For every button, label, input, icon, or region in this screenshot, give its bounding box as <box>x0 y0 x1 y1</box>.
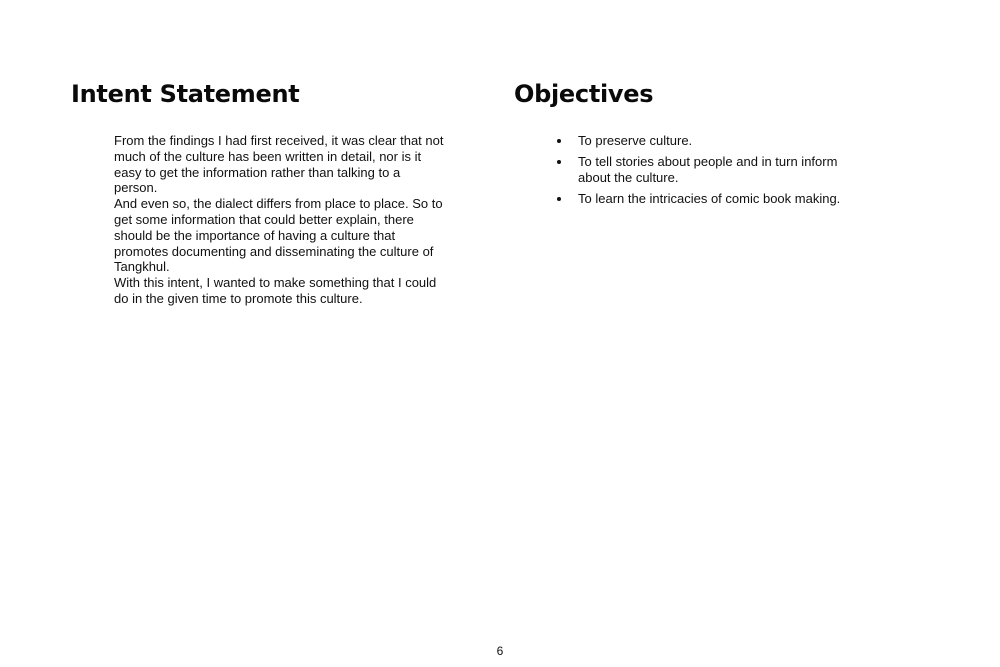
objectives-heading: Objectives <box>514 80 654 108</box>
intent-statement-heading: Intent Statement <box>71 80 300 108</box>
intent-statement-body <box>114 133 444 307</box>
intent-paragraph: And even so, the dialect differs from place to place. So to get some information that could better explain, there should be the importance of having a culture that promotes documenting and disseminating the culture of Tangkhul. <box>114 196 443 275</box>
objective-item <box>555 191 855 207</box>
objective-text: To preserve culture. <box>578 133 693 148</box>
bullet-icon <box>557 139 561 143</box>
intent-paragraph: From the findings I had first received, it was clear that not much of the culture has been written in detail, nor is it easy to get the information rather than talking to a person. <box>114 133 444 196</box>
bullet-icon <box>557 197 561 201</box>
intent-paragraph: With this intent, I wanted to make something that I could do in the given time to promote this culture. <box>114 275 437 306</box>
objective-item <box>555 133 855 149</box>
objective-item <box>555 154 855 186</box>
objectives-list <box>555 133 855 213</box>
objective-text: To tell stories about people and in turn inform about the culture. <box>578 154 838 186</box>
objective-text: To learn the intricacies of comic book making. <box>578 191 841 207</box>
bullet-icon <box>557 160 561 164</box>
page-number: 6 <box>496 644 504 658</box>
